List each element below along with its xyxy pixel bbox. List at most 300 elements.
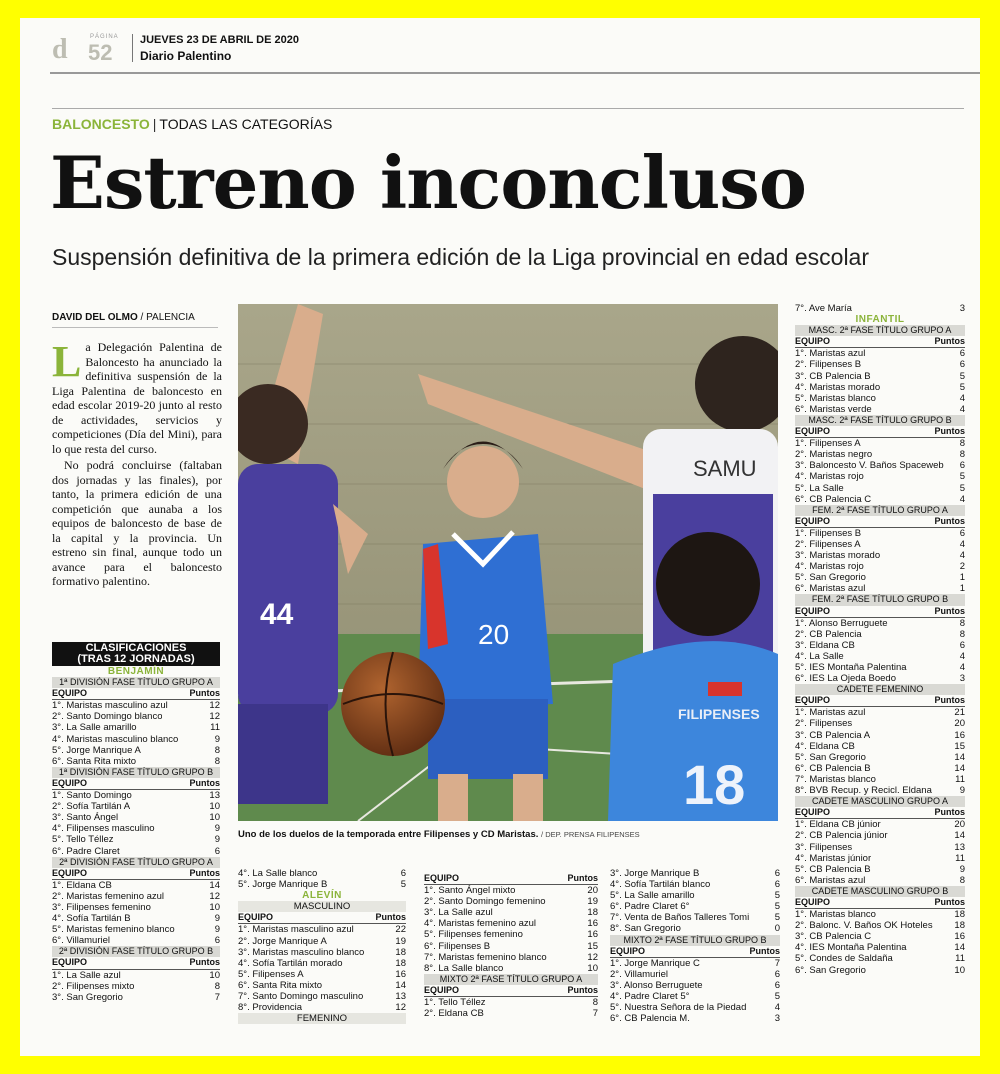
- table-header: [424, 985, 598, 997]
- team-points: 9: [214, 834, 220, 846]
- team-name: 3°. Filipenses: [795, 841, 853, 853]
- standings-row: [795, 730, 965, 741]
- team-name: 4°. Sofía Tartilán B: [52, 913, 131, 925]
- standings-col-1: [52, 642, 220, 1003]
- team-name: 5°. Filipenses A: [238, 968, 304, 980]
- team-name: 6°. San Gregorio: [795, 964, 866, 976]
- points-column-header: Puntos: [934, 605, 965, 616]
- team-name: 3°. San Gregorio: [52, 991, 123, 1003]
- team-points: 4: [959, 650, 965, 662]
- team-name: 1°. Santo Domingo: [52, 790, 132, 802]
- team-points: 1: [959, 583, 965, 595]
- group-header: CADETE FEMENINO: [795, 684, 965, 695]
- team-points: 0: [774, 923, 780, 935]
- byline-place: PALENCIA: [146, 312, 195, 323]
- team-points: 16: [395, 968, 406, 980]
- points-column-header: Puntos: [934, 807, 965, 818]
- category-title: BENJAMÍN: [107, 666, 165, 677]
- standings-row: [795, 673, 965, 684]
- team-name: 2°. Filipenses B: [795, 359, 862, 371]
- group-header: MIXTO 2ª FASE TÍTULO GRUPO B: [610, 935, 780, 946]
- standings-row: [795, 707, 965, 718]
- team-name: 5°. San Gregorio: [795, 572, 866, 584]
- team-name: 3°. La Salle azul: [424, 907, 493, 919]
- standings-row: [424, 963, 598, 974]
- team-points: 8: [959, 874, 965, 886]
- team-name: 1°. Alonso Berruguete: [795, 617, 888, 629]
- team-points: 6: [774, 979, 780, 991]
- team-points: 19: [395, 935, 406, 947]
- team-points: 18: [395, 957, 406, 969]
- team-name: 4°. Eldana CB: [795, 740, 855, 752]
- team-column-header: EQUIPO: [795, 336, 831, 347]
- team-name: 6°. Maristas azul: [795, 874, 866, 886]
- team-name: 7°. Maristas blanco: [795, 773, 876, 785]
- team-column-header: EQUIPO: [52, 688, 88, 699]
- standings-row: [795, 640, 965, 651]
- team-points: 7: [774, 957, 780, 969]
- team-name: 1°. Maristas blanco: [795, 909, 876, 921]
- standings-row: [424, 929, 598, 940]
- team-name: 3°. Eldana CB: [795, 639, 855, 651]
- points-column-header: Puntos: [749, 945, 780, 956]
- team-name: 7°. Santo Domingo masculino: [238, 991, 364, 1003]
- team-points: 20: [954, 819, 965, 831]
- team-points: 8: [214, 980, 220, 992]
- team-column-header: EQUIPO: [52, 777, 88, 788]
- standings-row: [238, 936, 406, 947]
- team-name: 6°. CB Palencia B: [795, 762, 871, 774]
- team-points: 7: [214, 991, 220, 1003]
- standings-row: [52, 711, 220, 722]
- table-header: [795, 897, 965, 909]
- table-header: [424, 873, 598, 885]
- category-subtitle: MASCULINO: [238, 901, 406, 912]
- table-header: [795, 695, 965, 707]
- table-header: [52, 957, 220, 969]
- team-points: 14: [954, 762, 965, 774]
- standings-row: [795, 741, 965, 752]
- team-name: 3°. Baloncesto V. Baños Spaceweb: [795, 460, 944, 472]
- group-header: CADETE MASCULINO GRUPO A: [795, 796, 965, 807]
- standings-row: [424, 885, 598, 896]
- team-name: 3°. Maristas masculino blanco: [238, 946, 365, 958]
- jersey-number-left: 44: [260, 598, 294, 631]
- standings-row: [795, 460, 965, 471]
- standings-row: [424, 941, 598, 952]
- team-points: 8: [959, 449, 965, 461]
- team-name: 4°. La Salle: [795, 650, 844, 662]
- team-name: 6°. IES La Ojeda Boedo: [795, 673, 896, 685]
- team-column-header: EQUIPO: [795, 426, 831, 437]
- standings-row: [610, 868, 780, 879]
- team-name: 4°. Maristas femenino azul: [424, 918, 537, 930]
- team-name: 4°. Maristas morado: [795, 381, 881, 393]
- standings-row: [795, 483, 965, 494]
- team-name: 1°. Maristas masculino azul: [238, 924, 354, 936]
- points-column-header: Puntos: [189, 957, 220, 968]
- team-name: 6°. CB Palencia M.: [610, 1013, 690, 1025]
- team-name: 6°. Santa Rita mixto: [238, 979, 323, 991]
- jersey-name-right: SAMU: [693, 456, 757, 481]
- standings-row: [795, 371, 965, 382]
- standings-row: [795, 393, 965, 404]
- standings-title-text: CLASIFICACIONES: [85, 642, 187, 654]
- standings-row: [795, 348, 965, 359]
- team-points: 3: [959, 673, 965, 685]
- standings-row: [610, 991, 780, 1002]
- team-name: 4°. Maristas júnior: [795, 852, 872, 864]
- team-name: 1°. Maristas azul: [795, 707, 866, 719]
- standings-row: [52, 722, 220, 733]
- team-points: 9: [214, 924, 220, 936]
- category-subtitle: FEMENINO: [238, 1013, 406, 1024]
- team-points: 12: [209, 711, 220, 723]
- standings-row: [795, 303, 965, 314]
- standings-row: [52, 981, 220, 992]
- table-header: [52, 868, 220, 880]
- paper-name: Diario Palentino: [140, 49, 232, 63]
- team-name: 6°. Villamuriel: [52, 935, 111, 947]
- standings-row: [238, 1002, 406, 1013]
- team-points: 9: [214, 913, 220, 925]
- standings-row: [52, 902, 220, 913]
- team-points: 5: [774, 912, 780, 924]
- team-points: 9: [214, 823, 220, 835]
- kicker: [52, 116, 332, 132]
- standings-row: [795, 651, 965, 662]
- standings-row: [610, 1013, 780, 1024]
- team-points: 11: [955, 773, 965, 785]
- team-name: 2°. Maristas negro: [795, 449, 873, 461]
- team-name: 1°. Jorge Manrique C: [610, 957, 700, 969]
- table-header: [795, 516, 965, 528]
- standings-row: [424, 1008, 598, 1019]
- team-points: 18: [954, 909, 965, 921]
- table-header: [795, 807, 965, 819]
- team-name: 8°. BVB Recup. y Recicl. Eldana: [795, 785, 932, 797]
- team-points: 10: [954, 964, 965, 976]
- team-name: 5°. IES Montaña Palentina: [795, 662, 907, 673]
- team-name: 3°. CB Palencia C: [795, 931, 872, 943]
- team-points: 6: [959, 460, 965, 472]
- standings-row: [795, 404, 965, 415]
- standings-row: [424, 918, 598, 929]
- points-column-header: Puntos: [375, 912, 406, 923]
- standings-row: [610, 1002, 780, 1013]
- standings-row: [52, 812, 220, 823]
- team-name: 3°. La Salle amarillo: [52, 722, 137, 734]
- team-points: 11: [955, 852, 965, 864]
- team-name: 6°. Filipenses B: [424, 940, 491, 952]
- team-points: 1: [959, 572, 965, 584]
- team-name: 2°. Sofía Tartilán A: [52, 801, 131, 813]
- standings-row: [238, 868, 406, 879]
- team-points: 9: [959, 863, 965, 875]
- standings-row: [52, 913, 220, 924]
- standings-row: [610, 879, 780, 890]
- standings-row: [795, 853, 965, 864]
- group-header: 1ª DIVISIÓN FASE TÍTULO GRUPO B: [52, 767, 220, 778]
- team-points: 5: [774, 991, 780, 1003]
- team-name: 5°. Filipenses femenino: [424, 929, 523, 941]
- team-points: 8: [959, 438, 965, 450]
- standings-row: [52, 935, 220, 946]
- table-header: [795, 336, 965, 348]
- group-header: MASC. 2ª FASE TÍTULO GRUPO A: [795, 325, 965, 336]
- team-name: 2°. Maristas femenino azul: [52, 890, 165, 902]
- team-name: 2°. Santo Domingo femenino: [424, 896, 546, 908]
- team-points: 3: [959, 303, 965, 314]
- drop-cap: L: [52, 337, 82, 386]
- team-points: 12: [587, 951, 598, 963]
- team-points: 22: [395, 924, 406, 936]
- team-points: 5: [959, 381, 965, 393]
- team-points: 8: [214, 755, 220, 767]
- photo-caption: [238, 829, 640, 840]
- team-column-header: EQUIPO: [795, 896, 831, 907]
- standings-row: [795, 382, 965, 393]
- standings-row: [795, 583, 965, 594]
- standings-row: [238, 958, 406, 969]
- team-column-header: EQUIPO: [795, 695, 831, 706]
- team-name: 2°. CB Palencia: [795, 628, 862, 640]
- team-name: 4°. Maristas masculino blanco: [52, 733, 179, 745]
- team-name: 6°. Maristas verde: [795, 403, 872, 415]
- points-column-header: Puntos: [934, 695, 965, 706]
- group-header: MASC. 2ª FASE TÍTULO GRUPO B: [795, 415, 965, 426]
- team-name: 4°. Filipenses masculino: [52, 823, 155, 835]
- group-header: FEM. 2ª FASE TÍTULO GRUPO A: [795, 505, 965, 516]
- team-points: 19: [587, 896, 598, 908]
- team-column-header: EQUIPO: [795, 605, 831, 616]
- team-name: 4°. Sofía Tartilán blanco: [610, 879, 711, 891]
- team-name: 4°. Padre Claret 5°: [610, 991, 690, 1003]
- points-column-header: Puntos: [934, 426, 965, 437]
- group-header: CADETE MASCULINO GRUPO B: [795, 886, 965, 897]
- group-header: 2ª DIVISIÓN FASE TÍTULO GRUPO B: [52, 946, 220, 957]
- jersey-name-back: FILIPENSES: [678, 706, 760, 722]
- team-points: 6: [959, 639, 965, 651]
- team-points: 4: [959, 550, 965, 562]
- team-points: 14: [954, 942, 965, 954]
- team-name: 2°. Filipenses mixto: [52, 980, 135, 992]
- team-points: 14: [395, 979, 406, 991]
- standings-subtitle: (TRAS 12 JORNADAS): [77, 653, 195, 665]
- table-header: [795, 426, 965, 438]
- standings-row: [795, 942, 965, 953]
- team-points: 6: [214, 935, 220, 947]
- team-points: 20: [587, 885, 598, 897]
- team-points: 2: [959, 561, 965, 573]
- page-number: 52: [88, 40, 113, 65]
- standings-row: [795, 494, 965, 505]
- standings-row: [795, 931, 965, 942]
- team-name: 1°. Filipenses B: [795, 527, 862, 539]
- team-name: 1°. La Salle azul: [52, 969, 121, 981]
- team-points: 10: [209, 901, 220, 913]
- standings-row: [795, 471, 965, 482]
- standings-row: [795, 819, 965, 830]
- standings-row: [795, 528, 965, 539]
- team-name: 8°. La Salle blanco: [424, 962, 504, 974]
- team-column-header: EQUIPO: [52, 957, 88, 968]
- standings-row: [52, 891, 220, 902]
- basketball-photo-illustration: [238, 304, 778, 821]
- standings-row: [238, 924, 406, 935]
- team-name: 4°. Maristas rojo: [795, 561, 864, 573]
- team-name: 5°. La Salle: [795, 482, 844, 494]
- team-points: 14: [209, 879, 220, 891]
- caption-text: Uno de los duelos de la temporada entre Filipenses y CD Maristas.: [238, 829, 539, 840]
- group-header: MIXTO 2ª FASE TÍTULO GRUPO A: [424, 974, 598, 985]
- points-column-header: Puntos: [934, 515, 965, 526]
- standings-row: [52, 992, 220, 1003]
- standings-row: [795, 920, 965, 931]
- flag-patch: [708, 682, 742, 696]
- byline-author: DAVID DEL OLMO: [52, 312, 138, 323]
- team-name: 1°. Santo Ángel mixto: [424, 885, 516, 897]
- standings-row: [795, 785, 965, 796]
- team-name: 7°. Maristas femenino blanco: [424, 951, 547, 963]
- standings-row: [795, 539, 965, 550]
- table-header: [795, 606, 965, 618]
- team-points: 9: [214, 733, 220, 745]
- standings-row: [795, 763, 965, 774]
- team-points: 10: [587, 962, 598, 974]
- team-points: 5: [959, 482, 965, 494]
- standings-row: [795, 774, 965, 785]
- team-points: 10: [209, 969, 220, 981]
- article-photo: [238, 304, 778, 821]
- team-points: 12: [395, 1002, 406, 1014]
- standings-row: [52, 924, 220, 935]
- team-points: 6: [774, 868, 780, 879]
- standings-row: [52, 700, 220, 711]
- standings-col-2: [238, 868, 406, 1024]
- team-name: 6°. Santa Rita mixto: [52, 755, 137, 767]
- team-points: 6: [774, 968, 780, 980]
- team-name: 5°. Condes de Saldaña: [795, 953, 893, 965]
- team-name: 6°. Padre Claret 6°: [610, 901, 690, 913]
- group-header: 1ª DIVISIÓN FASE TÍTULO GRUPO A: [52, 677, 220, 688]
- kicker-separator: |: [152, 116, 157, 132]
- team-points: 5: [774, 901, 780, 913]
- issue-date: JUEVES 23 DE ABRIL DE 2020: [140, 34, 299, 46]
- team-points: 5: [959, 471, 965, 483]
- team-points: 16: [587, 929, 598, 941]
- team-points: 18: [954, 920, 965, 932]
- group-header: 2ª DIVISIÓN FASE TÍTULO GRUPO A: [52, 857, 220, 868]
- standings-col-3: [424, 873, 598, 1019]
- standings-row: [795, 864, 965, 875]
- table-header: [238, 912, 406, 924]
- team-name: 2°. Filipenses A: [795, 538, 861, 550]
- group-header: FEM. 2ª FASE TÍTULO GRUPO B: [795, 594, 965, 605]
- team-points: 5: [959, 370, 965, 382]
- team-points: 12: [209, 890, 220, 902]
- standings-row: [795, 953, 965, 964]
- points-column-header: Puntos: [189, 867, 220, 878]
- standings-row: [52, 846, 220, 857]
- article-body: [52, 337, 222, 591]
- standings-row: [795, 662, 965, 673]
- team-name: 2°. Filipenses: [795, 718, 853, 730]
- team-points: 16: [954, 931, 965, 943]
- team-column-header: EQUIPO: [52, 867, 88, 878]
- team-name: 3°. Filipenses femenino: [52, 901, 151, 913]
- standings-row: [238, 947, 406, 958]
- standings-row: [424, 952, 598, 963]
- paragraph-2: No podrá concluirse (faltaban dos jornadas y las finales), por tanto, la primera edición de una competición que aunaba a los equipos de baloncesto de base de la capital y la provincia. Un estreno sin final, aunque todo un avance para el baloncesto formativo palentino.: [52, 458, 222, 588]
- standings-row: [795, 359, 965, 370]
- team-points: 12: [209, 700, 220, 712]
- table-header: [52, 688, 220, 700]
- standings-row: [610, 912, 780, 923]
- team-name: 3°. Alonso Berruguete: [610, 979, 703, 991]
- team-points: 6: [959, 359, 965, 371]
- team-points: 6: [774, 879, 780, 891]
- paragraph-1-text: a Delegación Palentina de Baloncesto ha anunciado la definitiva suspensión de la Liga Palentina de baloncesto en edad escolar 2019-20 junto al resto de actividades, servicios y competiciones (Día del Mini), para lo que resta del curso.: [52, 340, 222, 456]
- team-points: 3: [774, 1013, 780, 1025]
- team-points: 18: [587, 907, 598, 919]
- team-name: 2°. Eldana CB: [424, 1008, 484, 1020]
- newspaper-page: [20, 18, 980, 1056]
- team-points: 5: [400, 879, 406, 891]
- kicker-topic: TODAS LAS CATEGORÍAS: [159, 116, 333, 132]
- standings-row: [610, 958, 780, 969]
- team-name: 1°. Tello Téllez: [424, 997, 486, 1009]
- points-column-header: Puntos: [567, 873, 598, 883]
- team-name: 5°. Tello Téllez: [52, 834, 114, 846]
- team-points: 7: [592, 1008, 598, 1020]
- standings-row: [795, 965, 965, 976]
- team-column-header: EQUIPO: [238, 912, 274, 923]
- team-name: 1°. Eldana CB: [52, 879, 112, 891]
- kicker-section: BALONCESTO: [52, 116, 150, 132]
- team-points: 21: [954, 707, 965, 719]
- points-column-header: Puntos: [567, 984, 598, 995]
- standings-row: [52, 801, 220, 812]
- standings-col-5: [795, 303, 965, 976]
- table-header: [52, 778, 220, 790]
- team-points: 6: [400, 868, 406, 879]
- subheadline: Suspensión definitiva de la primera edición de la Liga provincial en edad escolar: [52, 244, 870, 270]
- team-points: 8: [959, 628, 965, 640]
- team-points: 8: [214, 744, 220, 756]
- team-name: 2°. Balonc. V. Baños OK Hoteles: [795, 920, 933, 932]
- team-name: 7°. Ave María: [795, 303, 852, 314]
- team-points: 4: [959, 493, 965, 505]
- page-label: PÁGINA: [90, 34, 119, 40]
- team-points: 6: [959, 348, 965, 360]
- paragraph-1: [52, 337, 222, 456]
- standings-row: [52, 970, 220, 981]
- team-name: 2°. CB Palencia júnior: [795, 830, 888, 842]
- team-name: 8°. Providencia: [238, 1002, 302, 1014]
- standings-row: [238, 991, 406, 1002]
- standings-row: [52, 734, 220, 745]
- headline: Estreno inconcluso: [50, 140, 806, 225]
- team-name: 3°. Jorge Manrique B: [610, 868, 700, 879]
- points-column-header: Puntos: [189, 777, 220, 788]
- team-points: 14: [954, 830, 965, 842]
- team-name: 4°. IES Montaña Palentina: [795, 942, 907, 954]
- team-name: 5°. Maristas femenino blanco: [52, 924, 175, 936]
- team-points: 16: [587, 918, 598, 930]
- team-name: 6°. CB Palencia C: [795, 493, 872, 505]
- team-column-header: EQUIPO: [424, 984, 460, 995]
